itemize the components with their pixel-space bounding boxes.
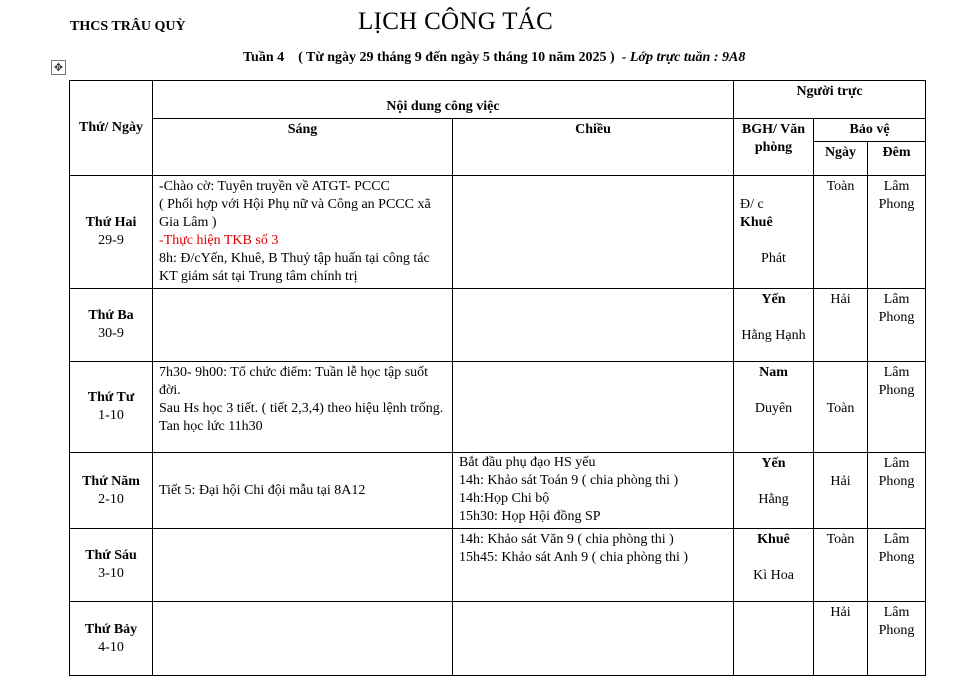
table-row bbox=[70, 529, 926, 602]
table-row bbox=[70, 453, 926, 529]
afternoon-line: 14h: Khảo sát Toán 9 ( chia phòng thi ) bbox=[459, 473, 679, 488]
day-name: Thứ Sáu bbox=[85, 548, 137, 563]
day-date: 3-10 bbox=[98, 566, 124, 581]
table-row bbox=[70, 176, 926, 289]
header-bgh: BGH/ Văn phòng bbox=[734, 119, 814, 176]
bgh-sub: Hằng bbox=[758, 492, 789, 507]
date-range: ( Từ ngày 29 tháng 9 đến ngày 5 tháng 10 năm 2025 ) bbox=[298, 50, 615, 65]
guard-day-cell: Hải bbox=[814, 289, 868, 362]
guard-day-name: Hải bbox=[830, 474, 851, 489]
morning-cell bbox=[153, 289, 453, 362]
table-row bbox=[70, 289, 926, 362]
morning-line: -Chào cờ: Tuyên truyền về ATGT- PCCC bbox=[159, 179, 390, 194]
guard-day-cell bbox=[814, 453, 868, 529]
guard-night-cell: Lâm Phong bbox=[868, 529, 926, 602]
morning-line: 8h: Đ/cYến, Khuê, B Thuỷ tập huấn tại công tác KT giám sát tại Trung tâm chính trị bbox=[159, 251, 430, 284]
header-row-2 bbox=[70, 119, 926, 142]
table-row bbox=[70, 602, 926, 676]
guard-day-cell: Hải bbox=[814, 602, 868, 676]
bgh-main: Yến bbox=[761, 456, 786, 471]
day-cell bbox=[70, 529, 153, 602]
table-row bbox=[70, 362, 926, 453]
week-label: Tuần 4 bbox=[243, 50, 285, 65]
header-morning: Sáng bbox=[153, 119, 453, 176]
page-title: LỊCH CÔNG TÁC bbox=[358, 8, 554, 35]
afternoon-line: 14h:Họp Chi bộ bbox=[459, 491, 550, 506]
day-date: 30-9 bbox=[98, 326, 124, 341]
afternoon-line: Bắt đầu phụ đạo HS yếu bbox=[459, 455, 596, 470]
bgh-sub: Duyên bbox=[754, 401, 793, 416]
bgh-main: Yến bbox=[761, 292, 786, 307]
afternoon-cell bbox=[453, 602, 734, 676]
day-date: 4-10 bbox=[98, 639, 124, 655]
afternoon-cell bbox=[453, 362, 734, 453]
morning-line: Tiết 5: Đại hội Chi đội mẫu tại 8A12 bbox=[159, 482, 366, 498]
schedule-table bbox=[69, 80, 926, 676]
bgh-main: Nam bbox=[759, 365, 788, 380]
bgh-cell bbox=[734, 176, 814, 289]
afternoon-line: 14h: Khảo sát Văn 9 ( chia phòng thi ) bbox=[459, 532, 674, 547]
bgh-cell bbox=[734, 602, 814, 676]
day-date: 29-9 bbox=[98, 233, 124, 248]
bgh-cell bbox=[734, 453, 814, 529]
morning-line: ( Phối hợp với Hội Phụ nữ và Công an PCCC xã Gia Lâm ) bbox=[159, 197, 431, 230]
header-guard-night: Đêm bbox=[868, 142, 926, 176]
header-row-1 bbox=[70, 81, 926, 119]
day-date: 2-10 bbox=[98, 491, 124, 507]
bgh-main: Khuê bbox=[740, 215, 773, 230]
header-afternoon: Chiều bbox=[453, 119, 734, 176]
day-cell bbox=[70, 176, 153, 289]
header-day-label: Thứ/ Ngày bbox=[78, 120, 144, 135]
guard-night-cell: Lâm Phong bbox=[868, 176, 926, 289]
morning-line-highlight: -Thực hiện TKB số 3 bbox=[159, 233, 279, 248]
bgh-cell bbox=[734, 289, 814, 362]
bgh-cell bbox=[734, 529, 814, 602]
guard-day-cell: Toàn bbox=[814, 529, 868, 602]
morning-cell bbox=[153, 176, 453, 289]
day-cell bbox=[70, 602, 153, 676]
bgh-sub: Phát bbox=[761, 251, 786, 266]
guard-night-cell: Lâm Phong bbox=[868, 453, 926, 529]
afternoon-line: 15h45: Khảo sát Anh 9 ( chia phòng thi ) bbox=[459, 550, 689, 565]
morning-cell bbox=[153, 602, 453, 676]
day-date: 1-10 bbox=[98, 408, 124, 423]
afternoon-cell bbox=[453, 453, 734, 529]
header-guard: Bảo vệ bbox=[814, 119, 926, 142]
day-cell bbox=[70, 453, 153, 529]
guard-day-name: Toàn bbox=[826, 401, 855, 416]
school-name: THCS TRÂU QUỲ bbox=[70, 19, 186, 34]
day-name: Thứ Năm bbox=[82, 473, 140, 489]
afternoon-cell bbox=[453, 176, 734, 289]
morning-cell bbox=[153, 362, 453, 453]
bgh-sub: Hằng Hạnh bbox=[741, 328, 806, 343]
bgh-cell bbox=[734, 362, 814, 453]
header-duty: Người trực bbox=[734, 81, 926, 119]
header-guard-day: Ngày bbox=[814, 142, 868, 176]
day-name: Thứ Bảy bbox=[84, 621, 138, 637]
morning-cell bbox=[153, 453, 453, 529]
move-icon[interactable]: ✥ bbox=[51, 60, 66, 75]
bgh-prefix: Đ/ c bbox=[740, 197, 764, 212]
guard-night-cell: Lâm Phong bbox=[868, 362, 926, 453]
day-name: Thứ Ba bbox=[88, 308, 134, 323]
header-day bbox=[70, 81, 153, 176]
bgh-sub: Kì Hoa bbox=[753, 568, 794, 583]
guard-night-cell: Lâm Phong bbox=[868, 289, 926, 362]
day-cell bbox=[70, 289, 153, 362]
duty-class: - Lớp trực tuần : 9A8 bbox=[621, 50, 746, 65]
day-cell bbox=[70, 362, 153, 453]
bgh-main: Khuê bbox=[757, 532, 790, 547]
afternoon-line: 15h30: Họp Hội đồng SP bbox=[459, 509, 601, 524]
morning-line: Sau Hs học 3 tiết. ( tiết 2,3,4) theo hiệu lệnh trống. Tan học lức 11h30 bbox=[159, 401, 444, 434]
week-subtitle bbox=[243, 50, 745, 66]
header-content: Nội dung công việc bbox=[153, 81, 734, 119]
afternoon-cell bbox=[453, 289, 734, 362]
morning-line: 7h30- 9h00: Tổ chức điểm: Tuần lễ học tập suốt đời. bbox=[159, 365, 429, 398]
guard-night-cell: Lâm Phong bbox=[868, 602, 926, 676]
day-name: Thứ Tư bbox=[87, 390, 135, 405]
morning-cell bbox=[153, 529, 453, 602]
guard-day-cell: Toàn bbox=[814, 176, 868, 289]
guard-day-cell bbox=[814, 362, 868, 453]
day-name: Thứ Hai bbox=[85, 215, 137, 230]
afternoon-cell bbox=[453, 529, 734, 602]
